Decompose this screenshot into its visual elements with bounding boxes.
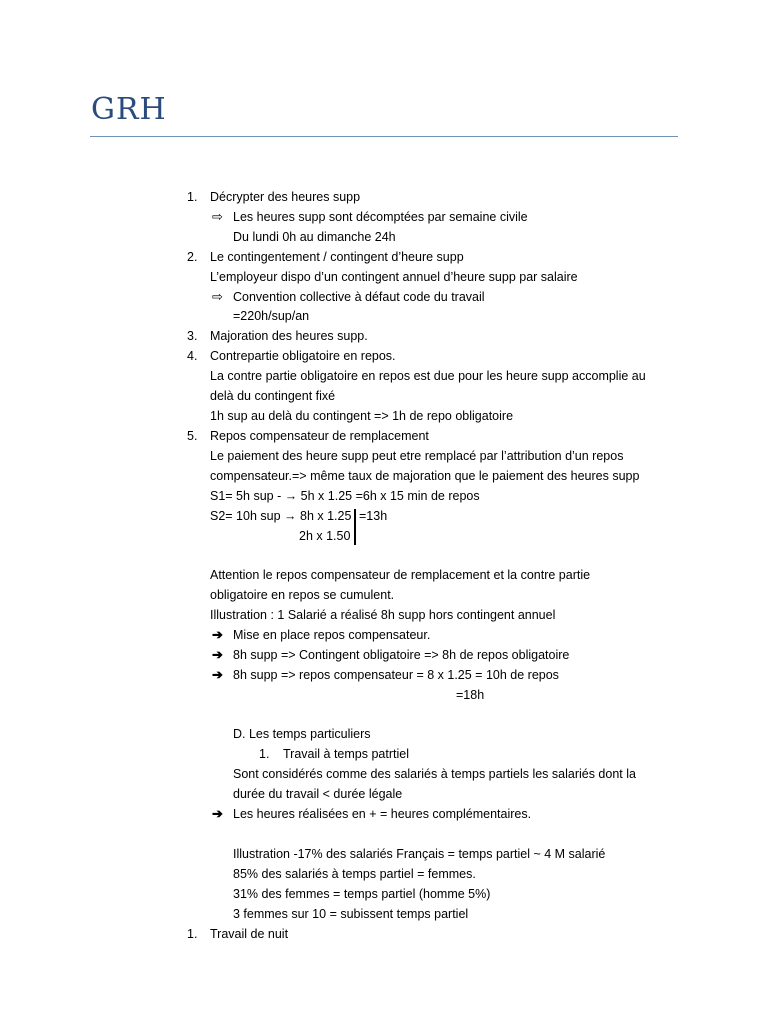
text-line: 8h supp => repos compensateur = 8 x 1.25 = 10h de repos [233,668,559,682]
list-item: Décrypter des heures supp [210,190,361,204]
list-item: Le contingentement / contingent d’heure supp [210,250,464,264]
text-line: La contre partie obligatoire en repos est due pour les heure supp accomplie au [210,369,646,383]
text-line: delà du contingent fixé [210,389,336,403]
list-item: Repos compensateur de remplacement [210,429,429,443]
outline-arrow-icon: ⇨ [212,209,223,224]
text-line: durée du travail < durée légale [233,787,403,801]
text-line: 2h x 1.50 [299,529,351,543]
text-line: L’employeur dispo d’un contingent annuel d’heure supp par salaire [210,270,578,284]
list-number: 1. [259,747,270,761]
list-number: 2. [187,250,198,264]
list-number: 1. [187,927,198,941]
text-line: 3 femmes sur 10 = subissent temps partiel [233,907,469,921]
text-line: 85% des salariés à temps partiel = femmes. [233,867,476,881]
text-line: Les heures supp sont décomptées par semaine civile [233,210,528,224]
text-line: Le paiement des heure supp peut etre remplacé par l’attribution d’un repos [210,449,624,463]
text-line: Sont considérés comme des salariés à temps partiels les salariés dont la [233,767,636,781]
text-line: Du lundi 0h au dimanche 24h [233,230,396,244]
text-line: 31% des femmes = temps partiel (homme 5%) [233,887,491,901]
bold-arrow-icon: ➔ [212,667,223,682]
list-item: Travail à temps patrtiel [283,747,409,761]
bold-arrow-icon: ➔ [212,647,223,662]
text-line: Attention le repos compensateur de remplacement et la contre partie [210,568,591,582]
text-line: =18h [456,688,485,702]
list-item: Contrepartie obligatoire en repos. [210,349,396,363]
outline-arrow-icon: ⇨ [212,289,223,304]
text-line: 1h sup au delà du contingent => 1h de repo obligatoire [210,409,514,423]
text-line: Mise en place repos compensateur. [233,628,431,642]
list-number: 1. [187,190,198,204]
section-heading: D. Les temps particuliers [233,727,371,741]
text-line: Convention collective à défaut code du travail [233,290,485,304]
text-line: =13h [359,509,388,523]
text-line: =220h/sup/an [233,309,310,323]
list-number: 5. [187,429,198,443]
text-line: Illustration : 1 Salarié a réalisé 8h supp hors contingent annuel [210,608,556,622]
list-item: Travail de nuit [210,927,289,941]
document-title: GRH [91,92,167,127]
bold-arrow-icon: ➔ [212,627,223,642]
text-line: 8h supp => Contingent obligatoire => 8h de repos obligatoire [233,648,570,662]
text-line: obligatoire en repos se cumulent. [210,588,395,602]
text-line: Les heures réalisées en + = heures complémentaires. [233,807,532,821]
text-line: S1= 5h sup - → 5h x 1.25 =6h x 15 min de repos [210,489,480,503]
text-line: S2= 10h sup → 8h x 1.25 [210,509,352,523]
vertical-bar [354,509,356,545]
list-item: Majoration des heures supp. [210,329,368,343]
bold-arrow-icon: ➔ [212,806,223,821]
text-line: compensateur.=> même taux de majoration que le paiement des heures supp [210,469,640,483]
title-underline [90,136,678,137]
list-number: 4. [187,349,198,363]
list-number: 3. [187,329,198,343]
text-line: Illustration -17% des salariés Français = temps partiel ~ 4 M salarié [233,847,606,861]
